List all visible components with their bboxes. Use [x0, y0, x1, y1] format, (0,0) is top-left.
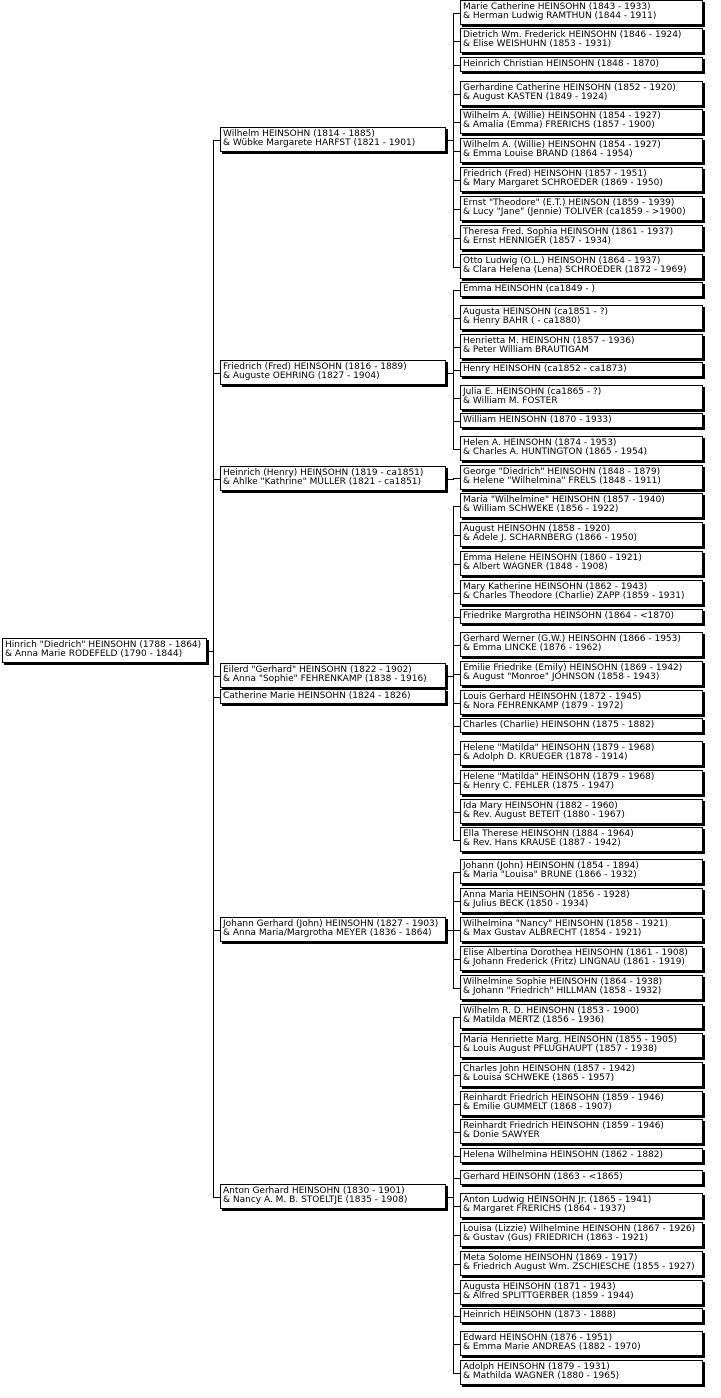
- spouse-name: & Louisa SCHWEKE (1865 - 1957): [463, 1073, 615, 1083]
- grandchild-connector: [453, 209, 460, 210]
- person-name: George "Diedrich" HEINSOHN (1848 - 1879): [463, 467, 661, 477]
- grandchild-person-box[interactable]: [460, 225, 703, 250]
- grandchild-connector: [453, 1017, 460, 1018]
- grandchild-person-box[interactable]: [460, 975, 703, 1000]
- grandchild-connector: [453, 726, 460, 727]
- grandchild-person-box[interactable]: [460, 1091, 703, 1116]
- spouse-name: & Lucy "Jane" (Jennie) TOLIVER (ca1859 - >1900): [463, 207, 686, 217]
- grandchild-connector: [453, 783, 460, 784]
- grandchild-connector: [453, 564, 460, 565]
- grandchild-connector: [453, 238, 460, 239]
- grandchild-connector: [453, 1075, 460, 1076]
- person-name: Otto Ludwig (O.L.) HEINSOHN (1864 - 1937): [463, 256, 661, 266]
- person-name: Anton Gerhard HEINSOHN (1830 - 1901): [223, 1186, 405, 1196]
- spouse-name: & Anna Maria/Margrotha MEYER (1836 - 1864): [223, 928, 432, 938]
- grandchild-person-box[interactable]: [460, 1251, 703, 1276]
- grandchild-person-box[interactable]: [460, 282, 703, 297]
- grandchild-person-box[interactable]: [460, 1222, 703, 1247]
- spouse-name: & Ahlke "Kathrine" MÜLLER (1821 - ca1851): [223, 477, 422, 487]
- grandchild-connector: [453, 1104, 460, 1105]
- spouse-name: & Henry C. FEHLER (1875 - 1947): [463, 781, 615, 791]
- person-name: Maria "Wilhelmine" HEINSOHN (1857 - 1940): [463, 495, 665, 505]
- grandchild-connector: [453, 65, 460, 66]
- spouse-name: & Emilie GUMMELT (1868 - 1907): [463, 1102, 612, 1112]
- grandchild-person-box[interactable]: [460, 305, 703, 330]
- person-name: Louis Gerhard HEINSOHN (1872 - 1945): [463, 692, 642, 702]
- grandchild-connector: [453, 1132, 460, 1133]
- spouse-name: & Emma LINCKE (1876 - 1962): [463, 643, 602, 653]
- child-to-grandchildren-connector: [446, 676, 453, 677]
- grandchild-connector: [453, 421, 460, 422]
- child-to-grandchildren-connector: [446, 140, 453, 141]
- grandchild-connector: [453, 1264, 460, 1265]
- grandchild-person-box[interactable]: [460, 1148, 703, 1163]
- grandchild-person-box[interactable]: [460, 580, 703, 605]
- grandchild-person-box[interactable]: [460, 718, 703, 733]
- spouse-name: & Ernst HENNIGER (1857 - 1934): [463, 236, 612, 246]
- child-connector: [213, 697, 220, 698]
- spouse-name: & Helene "Wilhelmina" FRELS (1848 - 1911): [463, 476, 661, 486]
- person-name: Helene "Matilda" HEINSOHN (1879 - 1968): [463, 772, 655, 782]
- spouse-name: & Emma Marie ANDREAS (1882 - 1970): [463, 1342, 641, 1352]
- spouse-name: & Rev. Hans KRAUSE (1887 - 1942): [463, 838, 621, 848]
- person-name: Henry HEINSOHN (ca1852 - ca1873): [463, 364, 627, 374]
- person-name: Reinhardt Friedrich HEINSOHN (1859 - 1946): [463, 1093, 664, 1103]
- spouse-name: & Anna "Sophie" FEHRENKAMP (1838 - 1916): [223, 674, 427, 684]
- grandchild-person-box[interactable]: [460, 1280, 703, 1305]
- person-name: Mary Katherine HEINSOHN (1862 - 1943): [463, 582, 648, 592]
- person-name: Anton Ludwig HEINSOHN Jr. (1865 - 1941): [463, 1195, 652, 1205]
- person-name: Hinrich "Diedrich" HEINSOHN (1788 - 1864): [5, 640, 202, 650]
- grandchild-person-box[interactable]: [460, 109, 703, 134]
- person-name: Friedrike Margrotha HEINSOHN (1864 - <1870): [463, 611, 674, 621]
- person-name: Adolph HEINSOHN (1879 - 1931): [463, 1362, 610, 1372]
- person-name: Gerhard Werner (G.W.) HEINSOHN (1866 - 1953): [463, 634, 681, 644]
- child-connector: [213, 676, 220, 677]
- person-name: Emma Helene HEINSOHN (1860 - 1921): [463, 553, 642, 563]
- spouse-name: & Alfred SPLITTGERBER (1859 - 1944): [463, 1291, 634, 1301]
- grandchild-person-box[interactable]: [460, 362, 703, 377]
- grandchild-person-box[interactable]: [460, 167, 703, 192]
- grandchild-person-box[interactable]: [460, 1033, 703, 1058]
- child-person-box[interactable]: [220, 917, 446, 942]
- grandchild-connector: [453, 593, 460, 594]
- grandchild-connector: [453, 478, 460, 479]
- child-connector: [213, 140, 220, 141]
- grandchild-connector: [453, 930, 460, 931]
- person-name: Helen A. HEINSOHN (1874 - 1953): [463, 438, 617, 448]
- grandchild-connector: [453, 535, 460, 536]
- child-person-box[interactable]: [220, 466, 446, 491]
- spouse-name: & Mathilda WAGNER (1880 - 1965): [463, 1371, 620, 1381]
- grandchild-person-box[interactable]: [460, 551, 703, 576]
- grandchild-person-box[interactable]: [460, 1331, 703, 1356]
- spouse-name: & Charles Theodore (Charlie) ZAPP (1859 - 1931): [463, 591, 685, 601]
- spouse-name: & Emma Louise BRAND (1864 - 1954): [463, 149, 633, 159]
- person-name: Wilhelmina "Nancy" HEINSOHN (1858 - 1921): [463, 919, 668, 929]
- spouse-name: & Donie SAWYER: [463, 1130, 540, 1140]
- grandchildren-trunk-line: [453, 13, 454, 268]
- grandchild-connector: [453, 872, 460, 873]
- person-name: Gerhardine Catherine HEINSOHN (1852 - 1920): [463, 83, 676, 93]
- spouse-name: & Adolph D. KRUEGER (1878 - 1914): [463, 752, 628, 762]
- grandchild-person-box[interactable]: [460, 334, 703, 359]
- person-name: Heinrich Christian HEINSOHN (1848 - 1870): [463, 59, 660, 69]
- grandchildren-trunk-line: [453, 1017, 454, 1374]
- grandchild-connector: [453, 1156, 460, 1157]
- person-name: Meta Solome HEINSOHN (1869 - 1917): [463, 1253, 638, 1263]
- person-name: Helene "Matilda" HEINSOHN (1879 - 1968): [463, 743, 655, 753]
- person-name: Catherine Marie HEINSOHN (1824 - 1826): [223, 691, 411, 701]
- grandchild-connector: [453, 41, 460, 42]
- child-person-box[interactable]: [220, 1184, 446, 1209]
- grandchild-connector: [453, 94, 460, 95]
- grandchild-person-box[interactable]: [460, 254, 703, 279]
- grandchild-person-box[interactable]: [460, 385, 703, 410]
- person-name: Helena Wilhelmina HEINSOHN (1862 - 1882): [463, 1150, 664, 1160]
- person-name: Heinrich HEINSOHN (1873 - 1888): [463, 1310, 617, 1320]
- grandchild-person-box[interactable]: [460, 196, 703, 221]
- child-to-grandchildren-connector: [446, 930, 453, 931]
- grandchild-person-box[interactable]: [460, 1193, 703, 1218]
- spouse-name: & Clara Helena (Lena) SCHROEDER (1872 - 1969): [463, 265, 687, 275]
- grandchild-person-box[interactable]: [460, 859, 703, 884]
- person-name: Charles John HEINSOHN (1857 - 1942): [463, 1064, 636, 1074]
- spouse-name: & Maria "Louisa" BRUNE (1866 - 1932): [463, 870, 637, 880]
- grandchild-person-box[interactable]: [460, 888, 703, 913]
- person-name: Reinhardt Friedrich HEINSOHN (1859 - 1946): [463, 1121, 664, 1131]
- grandchild-connector: [453, 1344, 460, 1345]
- spouse-name: & William M. FOSTER: [463, 396, 558, 406]
- grandchild-connector: [453, 13, 460, 14]
- spouse-name: & Johann "Friedrich" HILLMAN (1858 - 1932): [463, 986, 662, 996]
- person-name: Maria Henriette Marg. HEINSOHN (1855 - 1905): [463, 1035, 678, 1045]
- grandchild-person-box[interactable]: [460, 436, 703, 461]
- child-person-box[interactable]: [220, 127, 446, 152]
- grandchild-connector: [453, 1046, 460, 1047]
- children-trunk-line: [213, 140, 214, 1198]
- grandchild-person-box[interactable]: [460, 799, 703, 824]
- person-name: Augusta HEINSOHN (ca1851 - ?): [463, 307, 609, 317]
- grandchild-person-box[interactable]: [460, 827, 703, 852]
- grandchild-connector: [453, 703, 460, 704]
- person-name: Wilhelm A. (Willie) HEINSOHN (1854 - 1927): [463, 111, 661, 121]
- grandchild-connector: [453, 674, 460, 675]
- person-name: Gerhard HEINSOHN (1863 - <1865): [463, 1172, 623, 1182]
- grandchild-person-box[interactable]: [460, 1004, 703, 1029]
- spouse-name: & Albert WAGNER (1848 - 1908): [463, 562, 608, 572]
- child-connector: [213, 930, 220, 931]
- grandchild-person-box[interactable]: [460, 770, 703, 795]
- grandchild-connector: [453, 901, 460, 902]
- grandchild-connector: [453, 318, 460, 319]
- grandchild-person-box[interactable]: [460, 946, 703, 971]
- person-name: Ida Mary HEINSOHN (1882 - 1960): [463, 801, 618, 811]
- spouse-name: & Anna Marie RODEFELD (1790 - 1844): [5, 649, 183, 659]
- grandchild-connector: [453, 347, 460, 348]
- person-name: Marie Catherine HEINSOHN (1843 - 1933): [463, 2, 651, 12]
- grandchild-connector: [453, 449, 460, 450]
- root-person-box[interactable]: [2, 638, 207, 663]
- grandchild-connector: [453, 988, 460, 989]
- grandchild-connector: [453, 151, 460, 152]
- spouse-name: & Henry BAHR ( - ca1880): [463, 316, 581, 326]
- person-name: Eilerd "Gerhard" HEINSOHN (1822 - 1902): [223, 665, 412, 675]
- grandchild-person-box[interactable]: [460, 609, 703, 624]
- person-name: Theresa Fred. Sophia HEINSOHN (1861 - 1937): [463, 227, 674, 237]
- grandchild-connector: [453, 617, 460, 618]
- grandchild-person-box[interactable]: [460, 690, 703, 715]
- spouse-name: & Louis August PFLUGHAUPT (1857 - 1938): [463, 1044, 658, 1054]
- spouse-name: & August "Monroe" JOHNSON (1858 - 1943): [463, 672, 660, 682]
- grandchild-connector: [453, 267, 460, 268]
- spouse-name: & Julius BECK (1850 - 1934): [463, 899, 589, 909]
- person-name: Friedrich (Fred) HEINSOHN (1816 - 1889): [223, 362, 407, 372]
- child-to-grandchildren-connector: [446, 479, 453, 480]
- grandchild-person-box[interactable]: [460, 661, 703, 686]
- person-name: Dietrich Wm. Frederick HEINSOHN (1846 - 1924): [463, 30, 682, 40]
- person-name: Ella Therese HEINSOHN (1884 - 1964): [463, 829, 634, 839]
- person-name: Wilhelm A. (Willie) HEINSOHN (1854 - 1927): [463, 140, 661, 150]
- spouse-name: & Gustav (Gus) FRIEDRICH (1863 - 1921): [463, 1233, 649, 1243]
- grandchild-connector: [453, 1373, 460, 1374]
- person-name: Friedrich (Fred) HEINSOHN (1857 - 1951): [463, 169, 647, 179]
- child-connector: [213, 373, 220, 374]
- grandchild-person-box[interactable]: [460, 1360, 703, 1385]
- person-name: Ernst "Theodore" (E.T.) HEINSON (1859 - 1939): [463, 198, 675, 208]
- spouse-name: & Mary Margaret SCHROEDER (1869 - 1950): [463, 178, 663, 188]
- grandchild-person-box[interactable]: [460, 1119, 703, 1144]
- grandchild-connector: [453, 1178, 460, 1179]
- grandchild-person-box[interactable]: [460, 632, 703, 657]
- grandchild-connector: [453, 754, 460, 755]
- grandchild-person-box[interactable]: [460, 138, 703, 163]
- grandchild-connector: [453, 180, 460, 181]
- person-name: Emilie Friedrike (Emily) HEINSOHN (1869 - 1942): [463, 663, 683, 673]
- spouse-name: & Friedrich August Wm. ZSCHIESCHE (1855 - 1927): [463, 1262, 695, 1272]
- grandchild-connector: [453, 1316, 460, 1317]
- child-to-grandchildren-connector: [446, 373, 453, 374]
- person-name: Augusta HEINSOHN (1871 - 1943): [463, 1282, 616, 1292]
- spouse-name: & Peter William BRAUTIGAM: [463, 345, 589, 355]
- grandchild-person-box[interactable]: [460, 0, 703, 25]
- child-connector: [213, 479, 220, 480]
- spouse-name: & William SCHWEKE (1856 - 1922): [463, 504, 619, 514]
- spouse-name: & Nora FEHRENKAMP (1879 - 1972): [463, 701, 624, 711]
- grandchild-person-box[interactable]: [460, 522, 703, 547]
- grandchild-person-box[interactable]: [460, 1308, 703, 1323]
- grandchild-person-box[interactable]: [460, 28, 703, 53]
- spouse-name: & Johann Frederick (Fritz) LINGNAU (1861 - 1919): [463, 957, 685, 967]
- grandchild-connector: [453, 370, 460, 371]
- grandchild-connector: [453, 290, 460, 291]
- person-name: Edward HEINSOHN (1876 - 1951): [463, 1333, 613, 1343]
- grandchild-connector: [453, 840, 460, 841]
- grandchild-connector: [453, 812, 460, 813]
- grandchild-connector: [453, 959, 460, 960]
- person-name: Henrietta M. HEINSOHN (1857 - 1936): [463, 336, 635, 346]
- child-person-box[interactable]: [220, 689, 446, 704]
- grandchild-person-box[interactable]: [460, 741, 703, 766]
- spouse-name: & Auguste OEHRING (1827 - 1904): [223, 371, 380, 381]
- spouse-name: & Charles A. HUNTINGTON (1865 - 1954): [463, 447, 647, 457]
- child-connector: [213, 1197, 220, 1198]
- person-name: Wilhelmine Sophie HEINSOHN (1864 - 1938): [463, 977, 663, 987]
- grandchild-connector: [453, 506, 460, 507]
- person-name: Johann Gerhard (John) HEINSOHN (1827 - 1903): [223, 919, 439, 929]
- spouse-name: & Elise WEISHUHN (1853 - 1931): [463, 39, 612, 49]
- spouse-name: & Nancy A. M. B. STOELTJE (1835 - 1908): [223, 1195, 408, 1205]
- person-name: Wilhelm HEINSOHN (1814 - 1885): [223, 129, 375, 139]
- child-to-grandchildren-connector: [446, 1197, 453, 1198]
- grandchild-person-box[interactable]: [460, 1062, 703, 1087]
- grandchild-connector: [453, 645, 460, 646]
- grandchild-connector: [453, 122, 460, 123]
- spouse-name: & Matilda MERTZ (1856 - 1936): [463, 1015, 605, 1025]
- spouse-name: & Herman Ludwig RAMTHUN (1844 - 1911): [463, 11, 657, 21]
- spouse-name: & Max Gustav ALBRECHT (1854 - 1921): [463, 928, 642, 938]
- person-name: August HEINSOHN (1858 - 1920): [463, 524, 611, 534]
- spouse-name: & Wübke Margarete HARFST (1821 - 1901): [223, 138, 416, 148]
- grandchild-person-box[interactable]: [460, 413, 703, 428]
- person-name: Louisa (Lizzie) Wilhelmine HEINSOHN (1867 - 1926): [463, 1224, 696, 1234]
- grandchild-connector: [453, 1206, 460, 1207]
- grandchild-person-box[interactable]: [460, 465, 703, 490]
- person-name: Heinrich (Henry) HEINSOHN (1819 - ca1851): [223, 468, 424, 478]
- grandchild-person-box[interactable]: [460, 493, 703, 518]
- grandchild-connector: [453, 1293, 460, 1294]
- grandchild-connector: [453, 398, 460, 399]
- person-name: William HEINSOHN (1870 - 1933): [463, 415, 612, 425]
- grandchild-person-box[interactable]: [460, 917, 703, 942]
- spouse-name: & Rev. August BETEIT (1880 - 1967): [463, 810, 625, 820]
- person-name: Anna Maria HEINSOHN (1856 - 1928): [463, 890, 630, 900]
- person-name: Wilhelm R. D. HEINSOHN (1853 - 1900): [463, 1006, 640, 1016]
- grandchild-person-box[interactable]: [460, 57, 703, 72]
- person-name: Johann (John) HEINSOHN (1854 - 1894): [463, 861, 639, 871]
- grandchild-person-box[interactable]: [460, 81, 703, 106]
- person-name: Elise Albertina Dorothea HEINSOHN (1861 - 1908): [463, 948, 688, 958]
- spouse-name: & Adele J. SCHARNBERG (1866 - 1950): [463, 533, 638, 543]
- spouse-name: & Amalia (Emma) FRERICHS (1857 - 1900): [463, 120, 655, 130]
- grandchild-connector: [453, 1235, 460, 1236]
- spouse-name: & August KASTEN (1849 - 1924): [463, 92, 608, 102]
- child-person-box[interactable]: [220, 663, 446, 688]
- spouse-name: & Margaret FRERICHS (1864 - 1937): [463, 1204, 626, 1214]
- person-name: Charles (Charlie) HEINSOHN (1875 - 1882): [463, 720, 655, 730]
- grandchild-person-box[interactable]: [460, 1170, 703, 1185]
- person-name: Emma HEINSOHN (ca1849 - ): [463, 284, 595, 294]
- person-name: Julia E. HEINSOHN (ca1865 - ?): [463, 387, 602, 397]
- child-person-box[interactable]: [220, 360, 446, 385]
